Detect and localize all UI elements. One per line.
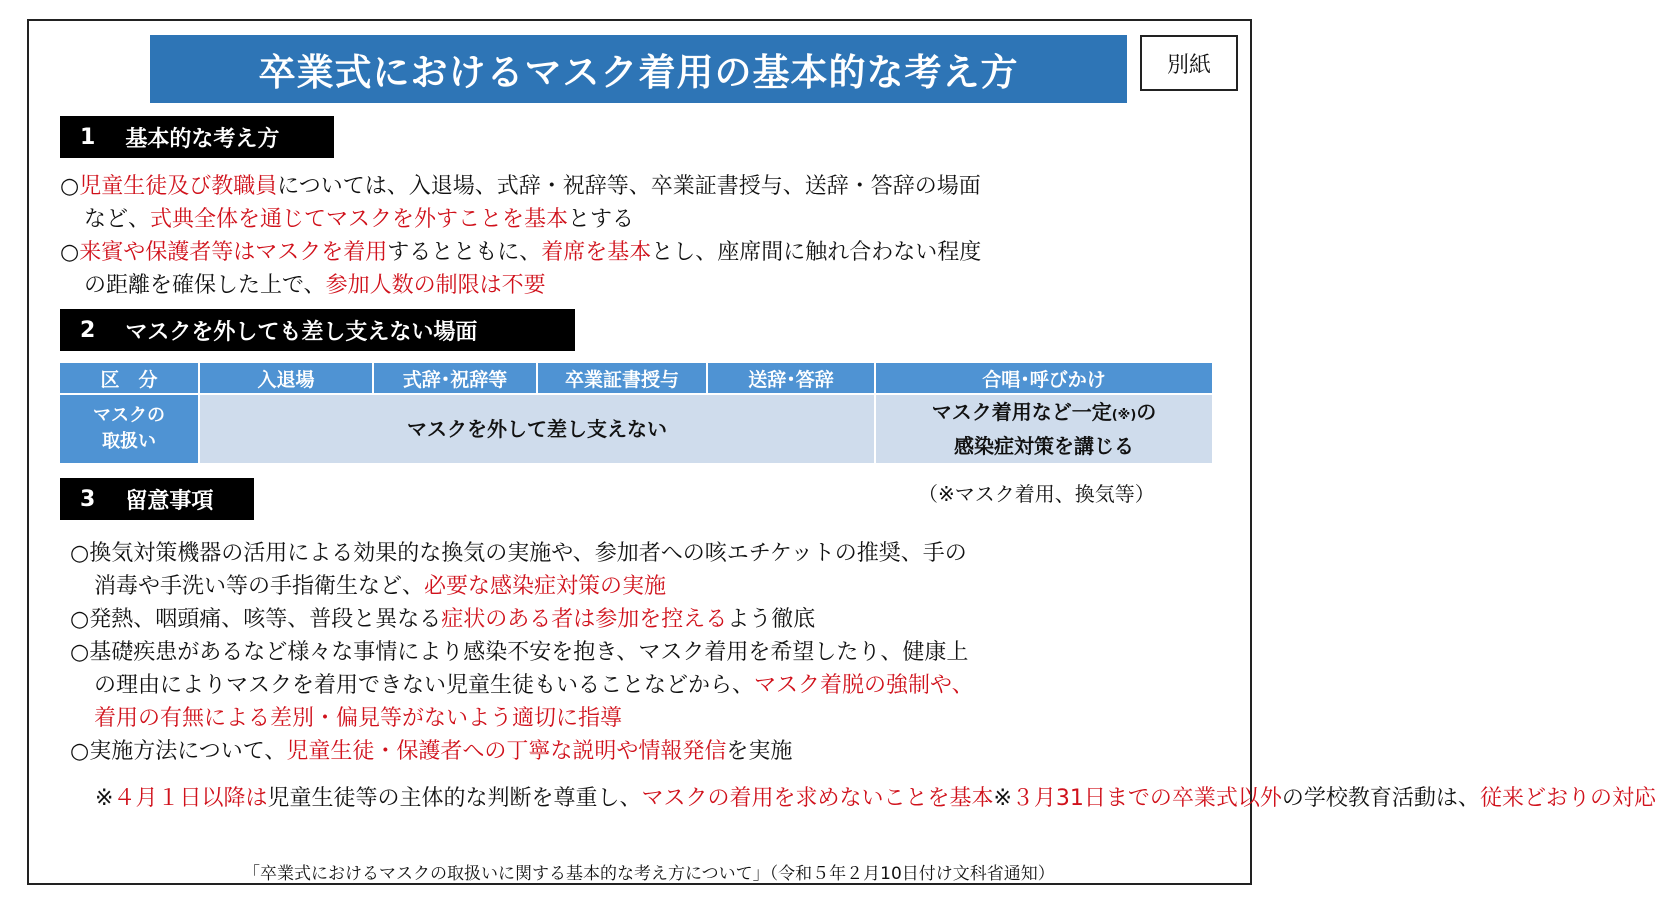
cell-chorus	[876, 395, 1212, 463]
text-line	[70, 537, 974, 570]
highlighted-text: ４月１日以降は	[113, 786, 268, 811]
text-line	[60, 236, 981, 269]
row-label-line: マスクの	[93, 405, 165, 426]
page-title: 卒業式におけるマスク着用の基本的な考え方	[150, 35, 1127, 103]
section-3-heading	[60, 478, 254, 520]
source-citation: 「卒業式におけるマスクの取扱いに関する基本的な考え方について」（令和５年２月10日付け文科省通知）	[243, 864, 1055, 884]
row-label-line: 取扱い	[102, 431, 156, 452]
body-text: については、入退場、式辞・祝辞等、卒業証書授与、送辞・答辞の場面	[277, 174, 981, 199]
body-text: ○実施方法について、	[70, 739, 287, 764]
highlighted-text: 来賓や保護者等はマスクを着用	[79, 240, 388, 265]
body-text: ○	[60, 174, 80, 199]
asterisk-notes	[95, 782, 1656, 815]
body-text: の学校教育活動は、	[1281, 786, 1480, 811]
section-2-title: マスクを外しても差し支えない場面	[125, 319, 478, 345]
chorus-text: マスク着用など一定	[931, 400, 1112, 424]
body-text: 児童生徒等の主体的な判断を尊重し、	[267, 786, 642, 811]
highlighted-text: 児童生徒及び教職員	[79, 174, 278, 199]
section-1-body	[60, 170, 981, 302]
body-text: ※	[95, 786, 114, 811]
section-1-number: 1	[80, 124, 96, 150]
highlighted-text: 必要な感染症対策の実施	[424, 574, 667, 599]
text-line	[70, 603, 974, 636]
body-text: ○発熱、咽頭痛、咳等、普段と異なる	[70, 607, 442, 632]
body-text: よう徹底	[727, 607, 816, 632]
text-line	[60, 170, 981, 203]
body-text: とする	[568, 207, 635, 232]
text-line	[70, 669, 974, 702]
table-footnote: （※マスク着用、換気等）	[918, 482, 1155, 506]
section-1-title: 基本的な考え方	[125, 126, 280, 152]
table-header: 合唱･呼びかけ	[876, 363, 1212, 393]
merged-cell-mask-off: マスクを外して差し支えない	[200, 395, 874, 463]
table-header: 送辞･答辞	[708, 363, 874, 393]
text-line	[95, 786, 993, 811]
body-text: ○換気対策機器の活用による効果的な換気の実施や、参加者への咳エチケットの推奨、手の	[70, 541, 967, 566]
body-text: の理由によりマスクを着用できない児童生徒もいることなどから、	[94, 673, 755, 698]
highlighted-text: 症状のある者は参加を控える	[441, 607, 728, 632]
highlighted-text: 着用の有無による差別・偏見等がないよう適切に指導	[94, 706, 623, 731]
text-line	[60, 269, 981, 302]
section-3-title: 留意事項	[125, 488, 214, 514]
footnote-mark: (※)	[1111, 408, 1137, 423]
highlighted-text: ３月31日までの卒業式以外	[1011, 786, 1282, 811]
text-line	[70, 735, 974, 768]
body-text: の距離を確保した上で、	[84, 273, 326, 298]
section-3-number: 3	[80, 486, 96, 512]
body-text: ○基礎疾患があるなど様々な事情により感染不安を抱き、マスク着用を希望したり、健康上	[70, 640, 969, 665]
highlighted-text: 従来どおりの対応	[1479, 786, 1656, 811]
body-text: を実施	[726, 739, 793, 764]
section-2-heading	[60, 309, 575, 351]
table-header: 卒業証書授与	[538, 363, 706, 393]
section-1-heading	[60, 116, 334, 158]
highlighted-text: 着席を基本	[541, 240, 652, 265]
text-line	[60, 203, 981, 236]
highlighted-text: 児童生徒・保護者への丁寧な説明や情報発信	[286, 739, 727, 764]
table-header: 式辞･祝辞等	[374, 363, 536, 393]
chorus-text: の	[1136, 400, 1157, 424]
section-2-number: 2	[80, 317, 96, 343]
highlighted-text: マスク着脱の強制や、	[754, 673, 974, 698]
text-line	[993, 786, 1655, 811]
body-text: ○	[60, 240, 80, 265]
table-row-label	[60, 395, 198, 463]
table-header: 入退場	[200, 363, 372, 393]
body-text: 消毒や手洗い等の手指衛生など、	[94, 574, 425, 599]
text-line	[70, 570, 974, 603]
body-text: とし、座席間に触れ合わない程度	[651, 240, 982, 265]
highlighted-text: マスクの着用を求めないことを基本	[641, 786, 994, 811]
text-line	[70, 636, 974, 669]
body-text: ※	[993, 786, 1012, 811]
section-3-body	[70, 537, 974, 768]
text-line	[70, 702, 974, 735]
mask-table	[60, 363, 1212, 463]
highlighted-text: 参加人数の制限は不要	[325, 273, 546, 298]
highlighted-text: 式典全体を通じてマスクを外すことを基本	[150, 207, 569, 232]
chorus-cell-line	[932, 397, 1157, 431]
chorus-cell-line: 感染症対策を講じる	[954, 434, 1134, 458]
body-text: するとともに、	[387, 240, 542, 265]
appendix-label: 別紙	[1140, 35, 1238, 91]
table-header: 区 分	[60, 363, 198, 393]
body-text: など、	[84, 207, 151, 232]
